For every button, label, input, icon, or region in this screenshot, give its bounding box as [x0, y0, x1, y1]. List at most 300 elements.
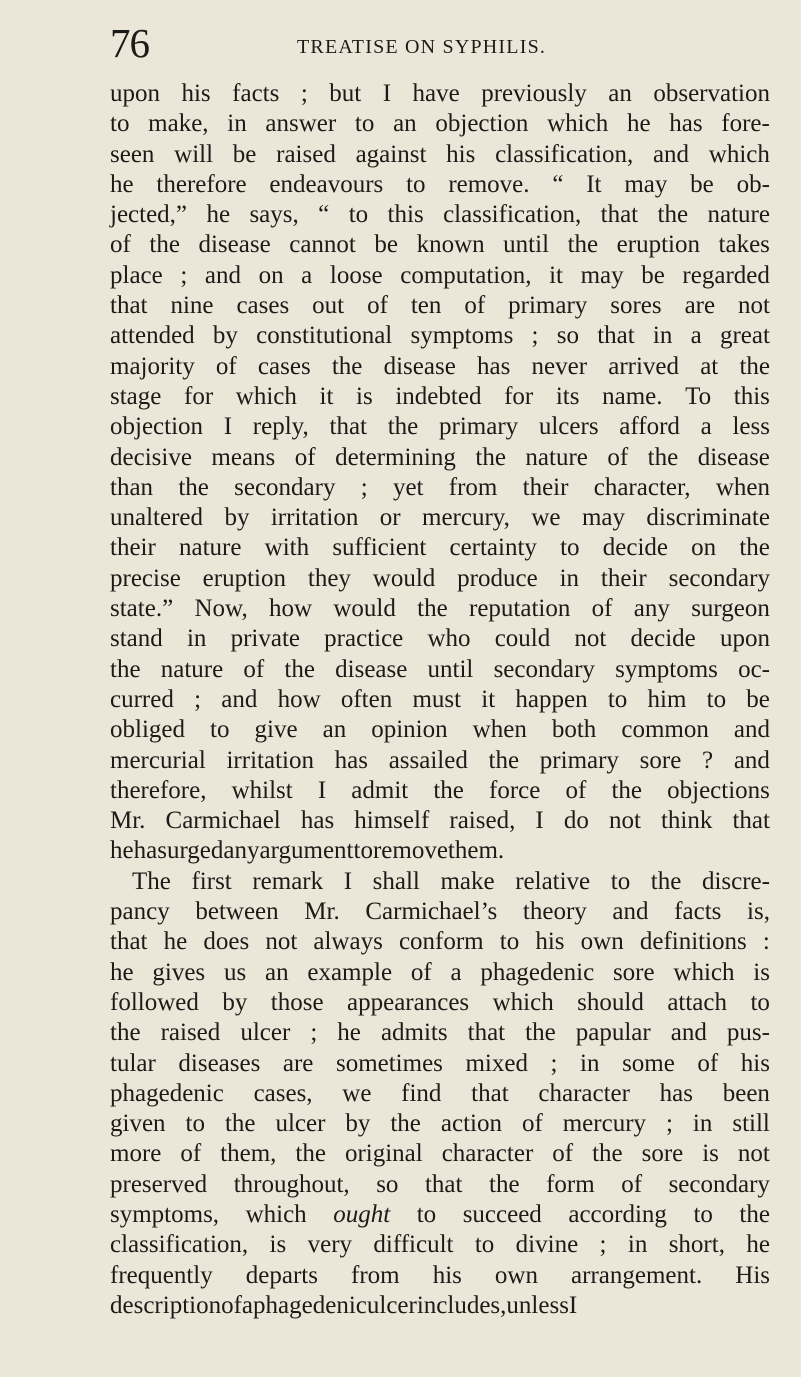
- text-word: primary: [508, 292, 588, 320]
- text-word: raised: [160, 1019, 221, 1047]
- text-word: description: [110, 1291, 222, 1319]
- text-line: [110, 79, 770, 109]
- text-line: [110, 230, 770, 260]
- text-word: His: [735, 1261, 770, 1289]
- text-word: find: [401, 1079, 442, 1107]
- text-word: has: [334, 746, 368, 774]
- text-word: which: [492, 988, 554, 1016]
- text-word: mixed: [465, 1049, 528, 1077]
- text-word: he: [110, 958, 134, 986]
- text-word: known: [416, 231, 485, 259]
- text-word: raised: [276, 140, 336, 168]
- text-word: of: [410, 958, 432, 986]
- text-word: ;: [310, 1019, 318, 1047]
- text-word: the: [650, 867, 682, 895]
- text-word: therefore: [156, 170, 247, 198]
- text-word: often: [340, 685, 393, 713]
- text-word: make: [440, 867, 495, 895]
- text-word: symptoms,: [110, 1200, 220, 1228]
- text-line: [110, 261, 770, 291]
- text-line: [110, 776, 770, 806]
- text-word: to: [353, 837, 373, 865]
- text-word: force: [489, 776, 541, 804]
- text-word: the: [224, 1110, 256, 1138]
- text-word: objection: [435, 110, 529, 138]
- text-word: great: [719, 322, 770, 350]
- text-word: and: [733, 716, 770, 744]
- text-word: its: [555, 382, 580, 410]
- text-word: certainty: [449, 534, 537, 562]
- text-word: in: [559, 564, 580, 592]
- text-word: mercury: [562, 1110, 647, 1138]
- text-word: the: [567, 231, 599, 259]
- text-word: and: [652, 140, 690, 168]
- text-word: in: [227, 110, 247, 138]
- text-word: that: [471, 1079, 509, 1107]
- text-word: ;: [550, 1049, 558, 1077]
- text-word: from: [448, 473, 498, 501]
- text-word: given: [110, 1110, 166, 1138]
- text-word: remark: [252, 867, 324, 895]
- text-word: eruption: [616, 231, 700, 259]
- text-word: that: [732, 807, 770, 835]
- text-word: in: [652, 322, 673, 350]
- text-word: assailed: [388, 746, 468, 774]
- text-word: cases: [236, 292, 290, 320]
- text-word: when: [472, 716, 527, 744]
- text-word: I: [535, 807, 544, 835]
- text-word: objection: [110, 413, 204, 441]
- text-word: those: [270, 988, 324, 1016]
- text-word: I: [568, 1291, 578, 1319]
- text-line: [110, 715, 770, 745]
- text-word: unless: [506, 1291, 569, 1319]
- text-word: phagedenic: [480, 958, 595, 986]
- text-word: I: [317, 776, 327, 804]
- text-line: [110, 746, 770, 776]
- text-word: sore: [639, 746, 682, 774]
- text-word: their: [600, 564, 647, 592]
- text-word: is: [753, 958, 770, 986]
- text-word: they: [307, 564, 351, 592]
- text-word: common: [621, 716, 709, 744]
- text-word: is,: [747, 898, 770, 926]
- text-word: us: [223, 958, 247, 986]
- text-word: state.”: [110, 595, 174, 623]
- text-line: [110, 624, 770, 654]
- text-word: arrangement.: [571, 1261, 703, 1289]
- text-word: Now,: [194, 595, 248, 623]
- text-word: decide: [630, 625, 696, 653]
- text-word: “: [552, 170, 564, 198]
- text-word: ;: [666, 1110, 673, 1138]
- text-word: do: [563, 807, 589, 835]
- text-word: to: [348, 201, 369, 229]
- text-word: their: [522, 473, 569, 501]
- text-word: secondary: [234, 473, 336, 501]
- text-word: indebted: [395, 382, 482, 410]
- text-word: Mr.: [110, 807, 146, 835]
- text-word: in: [692, 1110, 713, 1138]
- text-line: [110, 321, 770, 351]
- text-word: papular: [575, 1019, 651, 1047]
- text-word: of: [565, 776, 587, 804]
- text-word: irritation: [270, 504, 359, 532]
- text-word: which: [708, 140, 770, 168]
- text-word: urged: [166, 837, 224, 865]
- text-word: ob-: [736, 170, 770, 198]
- text-word: to: [610, 867, 631, 895]
- text-line: [110, 1018, 770, 1048]
- text-word: happen: [515, 685, 588, 713]
- text-word: he: [110, 170, 134, 198]
- text-word: stage: [110, 382, 162, 410]
- text-word: he: [206, 201, 231, 229]
- text-word: this: [733, 382, 770, 410]
- text-line: [110, 594, 770, 624]
- text-word: to: [110, 110, 130, 138]
- text-word: an: [322, 716, 347, 744]
- text-word: has: [133, 837, 167, 865]
- text-word: his: [446, 140, 476, 168]
- text-word: his: [181, 80, 211, 107]
- text-line: [110, 1261, 770, 1291]
- text-line: [110, 170, 770, 200]
- text-word: sore: [612, 958, 655, 986]
- text-word: this: [387, 201, 424, 229]
- text-line: [110, 200, 770, 230]
- page-number: 76: [110, 20, 149, 66]
- text-word: the: [110, 1019, 141, 1047]
- text-word: nature: [160, 655, 224, 683]
- text-line: [110, 927, 770, 957]
- text-word: a: [690, 322, 702, 350]
- text-word: disease: [697, 443, 770, 471]
- text-word: has: [300, 807, 335, 835]
- text-word: It: [586, 170, 602, 198]
- text-word: divine: [515, 1231, 579, 1259]
- text-word: argument: [259, 837, 354, 865]
- text-word: he: [110, 837, 134, 865]
- text-word: character: [441, 1140, 534, 1168]
- text-word: ;: [180, 261, 188, 289]
- text-word: gives: [152, 958, 206, 986]
- text-word: takes: [718, 231, 770, 259]
- text-line: [110, 988, 770, 1018]
- text-word: appearances: [347, 988, 470, 1016]
- text-word: admits: [380, 1019, 448, 1047]
- text-line: [110, 836, 770, 866]
- text-line: [110, 1170, 770, 1200]
- text-word: upon: [719, 625, 770, 653]
- text-word: could: [494, 625, 551, 653]
- body-text: [110, 79, 770, 1321]
- text-word: Carmichael: [165, 807, 281, 835]
- text-line: [110, 1079, 770, 1109]
- text-word: to: [560, 534, 580, 562]
- text-word: an: [264, 958, 289, 986]
- text-word: a: [241, 1291, 254, 1319]
- text-word: shall: [372, 867, 420, 895]
- text-word: secondary: [668, 1170, 770, 1198]
- text-word: “: [318, 201, 330, 229]
- text-word: attended: [110, 322, 195, 350]
- text-word: form: [546, 1170, 595, 1198]
- text-word: to: [474, 1231, 495, 1259]
- text-word: not: [738, 292, 770, 320]
- text-word: of: [621, 1170, 643, 1198]
- text-word: he: [626, 110, 651, 138]
- text-word: may: [581, 504, 625, 532]
- text-word: diseases: [178, 1049, 261, 1077]
- text-word: and: [221, 685, 258, 713]
- text-word: To: [685, 382, 712, 410]
- text-word: ;: [360, 473, 368, 501]
- text-word: in: [186, 625, 207, 653]
- text-word: so: [376, 1170, 399, 1198]
- text-word: by: [212, 322, 238, 350]
- text-word: phagedenic: [253, 1291, 367, 1319]
- text-word: secondary: [668, 564, 770, 592]
- text-line: [110, 685, 770, 715]
- text-word: nine: [170, 292, 214, 320]
- text-word: ;: [194, 685, 202, 713]
- text-word: which: [245, 1200, 307, 1228]
- text-word: be: [374, 231, 399, 259]
- text-word: says,: [249, 201, 299, 229]
- text-word: definitions: [639, 928, 747, 956]
- text-line: [110, 109, 770, 139]
- text-word: of: [464, 292, 486, 320]
- text-word: theory: [522, 898, 587, 926]
- text-word: think: [660, 807, 713, 835]
- text-line: [110, 382, 770, 412]
- text-word: how: [277, 685, 321, 713]
- text-word: not: [737, 1140, 770, 1168]
- text-word: not: [608, 807, 641, 835]
- text-word: be: [746, 685, 770, 713]
- text-word: that: [600, 201, 639, 229]
- text-word: ulcer: [240, 1019, 291, 1047]
- text-line: [110, 533, 770, 563]
- text-word: remove: [372, 837, 448, 865]
- text-word: sometimes: [335, 1049, 443, 1077]
- text-word: determining: [335, 443, 456, 471]
- text-word: that: [110, 292, 148, 320]
- text-word: pancy: [110, 898, 170, 926]
- text-word: who: [427, 625, 471, 653]
- text-word: always: [313, 928, 383, 956]
- text-word: stand: [110, 625, 163, 653]
- text-word: symptoms: [615, 655, 718, 683]
- text-word: throughout,: [233, 1170, 350, 1198]
- text-line: [110, 291, 770, 321]
- text-word: for: [184, 382, 214, 410]
- text-word: sores: [610, 292, 662, 320]
- text-word: symptoms: [410, 322, 514, 350]
- text-word: which: [547, 110, 609, 138]
- text-word: ;: [599, 1231, 607, 1259]
- text-word: make,: [148, 110, 209, 138]
- text-word: we: [531, 504, 561, 532]
- text-word: never: [531, 352, 588, 380]
- text-word: on: [258, 261, 284, 289]
- text-word: name.: [602, 382, 663, 410]
- text-word: mercury,: [422, 504, 510, 532]
- text-word: to: [499, 928, 520, 956]
- text-word: has: [659, 1079, 693, 1107]
- text-word: constitutional: [256, 322, 393, 350]
- text-word: ulcer: [275, 1110, 326, 1138]
- text-word: action: [440, 1110, 502, 1138]
- text-word: been: [722, 1079, 770, 1107]
- text-line: [110, 897, 770, 927]
- text-word: raised,: [449, 807, 516, 835]
- text-word: he: [163, 928, 188, 956]
- text-word: not: [574, 625, 607, 653]
- text-word: him: [647, 685, 687, 713]
- text-word: relative: [515, 867, 591, 895]
- text-word: between: [195, 898, 279, 926]
- text-word: regarded: [682, 261, 770, 289]
- text-word: in: [580, 1049, 600, 1077]
- text-word: seen: [110, 140, 155, 168]
- text-word: ought: [333, 1200, 391, 1228]
- text-word: he: [337, 1019, 361, 1047]
- text-word: ;: [531, 322, 539, 350]
- text-word: some: [622, 1049, 675, 1077]
- text-word: more: [110, 1140, 162, 1168]
- text-word: by: [345, 1110, 371, 1138]
- text-word: on: [691, 534, 717, 562]
- text-word: his: [432, 1261, 462, 1289]
- text-word: I: [382, 80, 392, 107]
- text-word: their: [110, 534, 156, 562]
- text-word: cases,: [253, 1079, 313, 1107]
- text-word: discriminate: [646, 504, 770, 532]
- text-line: [110, 1109, 770, 1139]
- text-word: therefore,: [110, 776, 207, 804]
- text-word: observation: [653, 80, 770, 107]
- text-word: character: [538, 1079, 630, 1107]
- text-word: at: [700, 352, 719, 380]
- text-line: [110, 503, 770, 533]
- text-word: his: [535, 928, 565, 956]
- text-word: ten: [410, 292, 442, 320]
- text-word: practice: [324, 625, 404, 653]
- text-word: the: [525, 1019, 556, 1047]
- text-word: himself: [354, 807, 430, 835]
- text-word: has: [476, 352, 511, 380]
- text-word: according: [568, 1200, 667, 1228]
- text-word: to: [416, 1200, 437, 1228]
- text-word: of: [521, 1110, 543, 1138]
- text-word: decisive: [110, 443, 192, 471]
- text-word: tular: [110, 1049, 156, 1077]
- text-word: it: [549, 261, 563, 289]
- text-word: departs: [245, 1261, 318, 1289]
- text-word: sufficient: [332, 534, 427, 562]
- text-word: is: [702, 1140, 719, 1168]
- text-word: facts: [674, 898, 722, 926]
- text-word: the: [611, 776, 642, 804]
- text-word: the: [647, 443, 679, 471]
- text-word: we: [342, 1079, 372, 1107]
- text-word: may: [580, 261, 624, 289]
- text-word: of: [110, 231, 131, 259]
- text-word: of: [697, 1049, 719, 1077]
- text-line: [110, 958, 770, 988]
- text-word: but: [329, 80, 362, 107]
- text-word: them.: [447, 837, 505, 865]
- text-word: be: [641, 261, 665, 289]
- text-word: disease: [335, 655, 408, 683]
- text-word: his: [740, 1049, 770, 1077]
- text-word: of: [180, 1140, 202, 1168]
- text-word: disease: [383, 352, 456, 380]
- text-word: when: [715, 473, 770, 501]
- text-word: the: [110, 655, 141, 683]
- text-word: primary: [439, 413, 519, 441]
- text-word: that: [110, 928, 148, 956]
- text-word: how: [269, 595, 313, 623]
- text-word: it: [481, 685, 496, 713]
- text-word: a: [450, 958, 462, 986]
- text-word: the: [178, 473, 209, 501]
- text-word: the: [390, 1110, 421, 1138]
- text-word: fore-: [721, 110, 770, 138]
- text-word: them,: [220, 1140, 277, 1168]
- text-word: Mr.: [304, 898, 340, 926]
- text-word: to: [210, 716, 230, 744]
- text-word: afford: [619, 413, 680, 441]
- text-word: of: [607, 443, 629, 471]
- text-word: I: [343, 867, 353, 895]
- text-word: The: [132, 867, 171, 895]
- text-word: curred: [110, 685, 174, 713]
- text-word: computation,: [400, 261, 532, 289]
- text-word: difficult: [373, 1231, 454, 1259]
- text-word: sore: [641, 1140, 684, 1168]
- text-word: obliged: [110, 716, 185, 744]
- text-word: of: [243, 655, 265, 683]
- text-line: [110, 867, 770, 897]
- text-word: previously: [481, 80, 587, 107]
- text-word: upon: [110, 80, 160, 107]
- text-word: and: [733, 746, 770, 774]
- text-word: surgeon: [691, 595, 770, 623]
- text-word: secondary: [493, 655, 595, 683]
- text-word: and: [670, 1019, 707, 1047]
- text-word: the: [592, 1140, 623, 1168]
- text-word: answer: [265, 110, 337, 138]
- text-word: Carmichael’s: [365, 898, 498, 926]
- text-word: the: [331, 352, 363, 380]
- text-word: be: [690, 170, 714, 198]
- text-word: of: [591, 595, 613, 623]
- text-word: the: [657, 201, 689, 229]
- text-word: reputation: [469, 595, 571, 623]
- text-word: endeavours: [269, 170, 384, 198]
- text-word: give: [254, 716, 298, 744]
- text-word: mercurial: [110, 746, 206, 774]
- text-line: [110, 352, 770, 382]
- text-word: for: [504, 382, 534, 410]
- text-word: place: [110, 261, 163, 289]
- text-word: the: [739, 534, 770, 562]
- text-word: would: [372, 564, 436, 592]
- text-word: in: [627, 1231, 648, 1259]
